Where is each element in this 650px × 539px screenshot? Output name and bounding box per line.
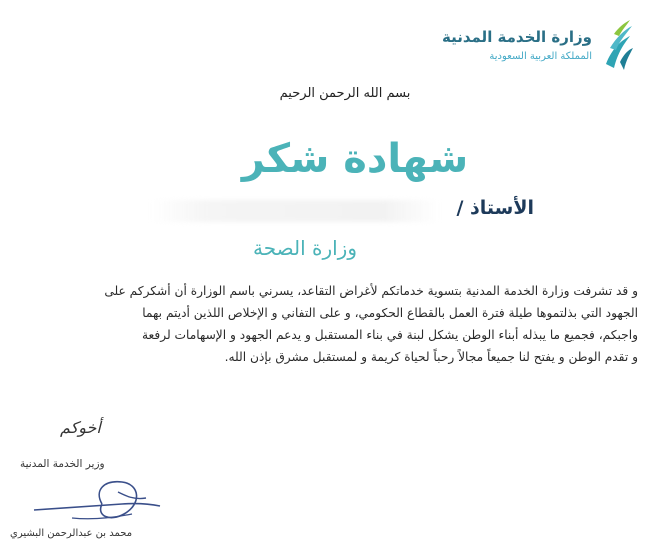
body-line: و قد تشرفت وزارة الخدمة المدنية بتسوية خدماتكم لأغراض التقاعد، يسرني باسم الوزارة أن أشكركم على bbox=[104, 284, 638, 298]
closing-phrase: أخوكم bbox=[60, 418, 101, 437]
basmala: بسم الله الرحمن الرحيم bbox=[279, 86, 411, 101]
body-line: الجهود التي بذلتموها طيلة فترة العمل بالقطاع الحكومي، و على التفاني و الإخلاص اللذين أديتم بهما bbox=[142, 306, 638, 320]
ministry-name: وزارة الصحة bbox=[253, 236, 357, 260]
certificate-title: شهادة شكر bbox=[241, 136, 469, 182]
signatory-title: وزير الخدمة المدنية bbox=[20, 458, 105, 470]
org-subtitle: المملكة العربية السعودية bbox=[489, 51, 592, 62]
handwritten-signature bbox=[32, 474, 162, 530]
ministry-emblem-icon bbox=[600, 18, 634, 74]
recipient-label: الأستاذ / bbox=[456, 197, 534, 219]
signatory-name: محمد بن عبدالرحمن البشيري bbox=[10, 528, 133, 539]
body-text bbox=[18, 280, 638, 368]
org-name: وزارة الخدمة المدنية bbox=[441, 28, 592, 46]
ministry-logo bbox=[400, 14, 640, 74]
body-line: و تقدم الوطن و يفتح لنا جميعاً مجالاً رحباً لحياة كريمة و لمستقبل مشرق بإذن الله. bbox=[224, 350, 638, 364]
body-line: واجبكم، فجميع ما يبذله أبناء الوطن يشكل لبنة في بناء المستقبل و يدعم الجهود و الإسهامات لرفعة bbox=[142, 328, 638, 342]
redacted-name-area bbox=[150, 200, 440, 222]
